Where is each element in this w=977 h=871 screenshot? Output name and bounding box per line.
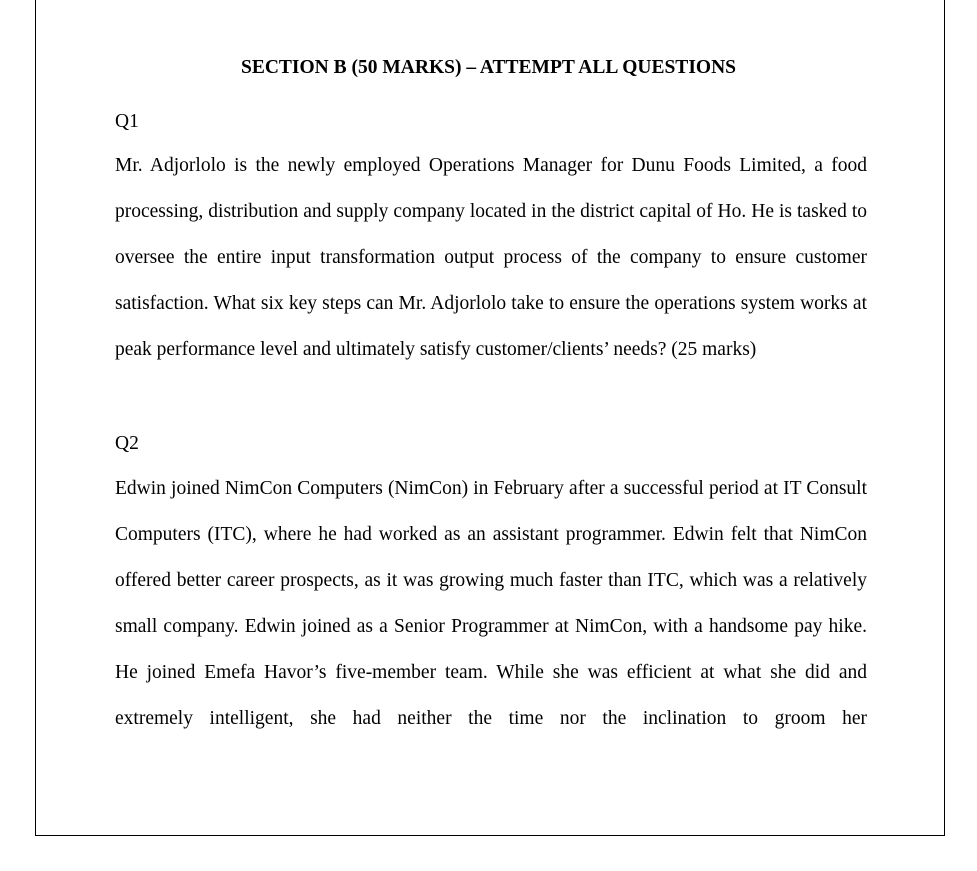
question-1-text: Mr. Adjorlolo is the newly employed Operations Manager for Dunu Foods Limited, a food processing, distribution and supply company located in the district capital of Ho. He is tasked to oversee the entire input transformation output process of the company to ensure customer satisfaction. What six key steps can Mr. Adjorlolo take to ensure the operations system works at peak performance level and ultimately satisfy customer/clients’ needs? (25 marks) — [115, 155, 867, 360]
question-2-label: Q2 — [115, 433, 139, 454]
question-2-text: Edwin joined NimCon Computers (NimCon) in February after a successful period at IT Consult Computers (ITC), where he had worked as an assistant programmer. Edwin felt that NimCon offered better career prospects, as it was growing much faster than ITC, which was a relatively small company. Edwin joined as a Senior Programmer at NimCon, with a handsome pay hike. He joined Emefa Havor’s five-member team. While she was efficient at what she did and extremely intelligent, she had neither the time nor the inclination to groom her — [115, 478, 867, 729]
section-title: SECTION B (50 MARKS) – ATTEMPT ALL QUESTIONS — [240, 57, 736, 78]
question-1-label: Q1 — [115, 111, 139, 132]
